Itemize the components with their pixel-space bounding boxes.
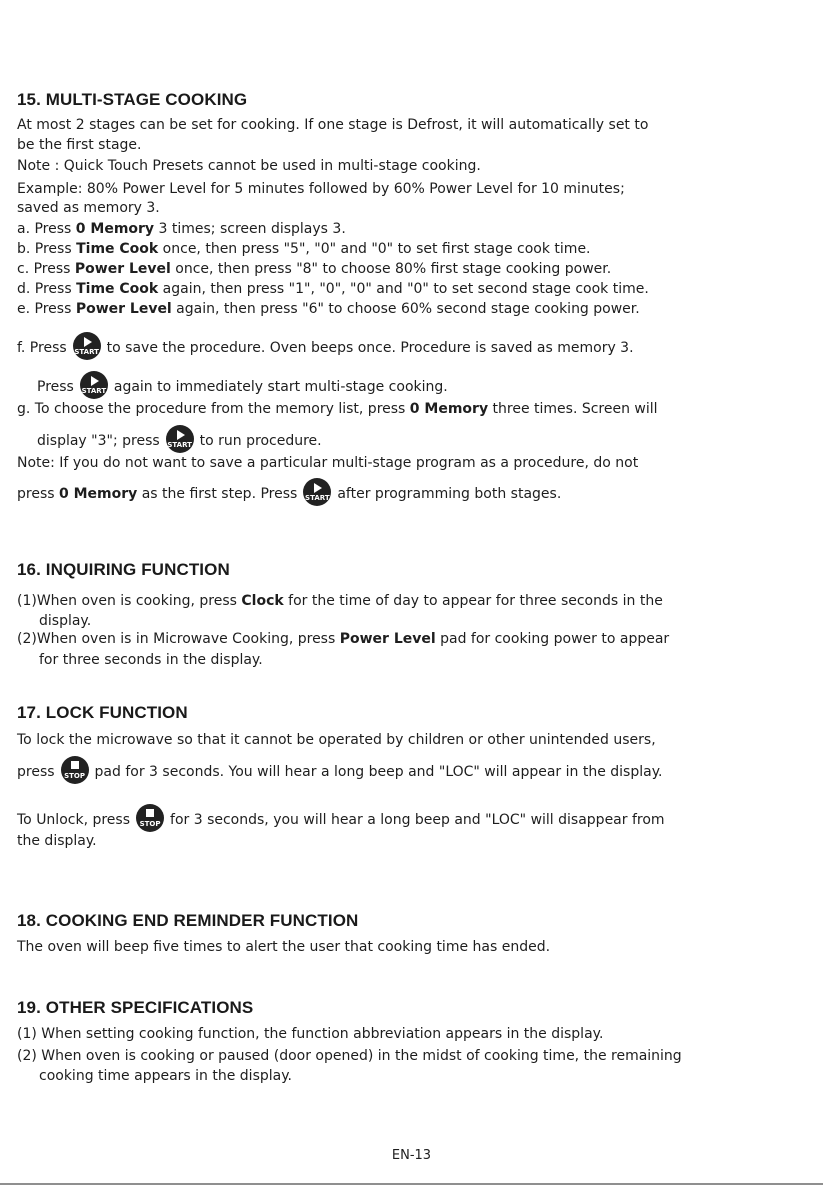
step-b [17,240,591,258]
s17-line-3 [17,806,665,834]
s16-l3-post: pad for cooking power to appear [435,631,670,647]
s17-l3-post: for 3 seconds, you will hear a long beep and "LOC" will disappear from [170,812,665,828]
start-button-image [73,332,101,360]
note-key: 0 Memory [59,486,138,502]
s16-line-2: display. [39,613,92,629]
s17-l3-pre: To Unlock, press [17,812,131,828]
s16-l1-key: Clock [241,593,284,609]
section-19-title: 19. OTHER SPECIFICATIONS [17,998,254,1017]
note-post: after programming both stages. [337,486,562,502]
s16-l3-key: Power Level [339,631,436,647]
step-b-pre: b. Press [17,241,77,257]
s16-l1-post: for the time of day to appear for three seconds in the [283,593,663,609]
step-a [17,220,346,238]
step-f2-pre: Press [37,379,74,395]
step-g-pre: g. To choose the procedure from the memory list, press [17,401,410,417]
step-a-post: 3 times; screen displays 3. [154,221,346,237]
step-c-post: once, then press "8" to choose 80% first stage cooking power. [170,261,612,277]
start-button-label: START [74,348,99,356]
s15-note-2: Note: If you do not want to save a particular multi-stage program as a procedure, do not [17,455,639,471]
section-15-title: 15. MULTI-STAGE COOKING [17,90,248,109]
s15-note: Note : Quick Touch Presets cannot be used in multi-stage cooking. [17,158,481,174]
s18-line-1: The oven will beep five times to alert the user that cooking time has ended. [17,939,551,955]
s15-note-2b [17,480,561,508]
step-f-2 [37,373,448,401]
s15-line-2: be the first stage. [17,137,142,153]
step-g2-pre: display "3"; press [37,433,160,449]
s17-l2-pre: press [17,764,55,780]
step-g [17,400,658,418]
step-c [17,260,611,278]
s16-l3-pre: (2)When oven is in Microwave Cooking, press [17,631,340,647]
step-g-post: three times. Screen will [488,401,658,417]
note-mid: as the first step. Press [137,486,298,502]
step-c-pre: c. Press [17,261,75,277]
step-a-key: 0 Memory [75,221,155,237]
step-e-post: again, then press "6" to choose 60% second stage cooking power. [171,301,640,317]
step-g-key: 0 Memory [409,401,489,417]
s16-line-3 [17,630,669,648]
stop-button-label: STOP [139,820,161,828]
step-d-post: again, then press "1", "0", "0" and "0" to set second stage cook time. [158,281,649,297]
s17-l2-post: pad for 3 seconds. You will hear a long beep and "LOC" will appear in the display. [94,764,663,780]
step-e-pre: e. Press [17,301,76,317]
step-c-key: Power Level [74,261,171,277]
stop-button-image [136,804,164,832]
step-d-key: Time Cook [76,281,159,297]
s15-example-2: saved as memory 3. [17,200,160,216]
s16-l1-pre: (1)When oven is cooking, press [17,593,242,609]
step-b-key: Time Cook [76,241,159,257]
step-f [17,334,634,362]
step-g-2 [37,427,322,455]
page-number: EN-13 [391,1148,432,1163]
section-17-title: 17. LOCK FUNCTION [17,703,188,722]
s19-line-3: cooking time appears in the display. [39,1068,292,1084]
start-button-image [80,371,108,399]
start-button-image [303,478,331,506]
start-button-label: START [81,387,107,395]
page-edge-divider [0,1183,823,1185]
s19-line-1: (1) When setting cooking function, the function abbreviation appears in the display. [17,1026,604,1042]
s16-line-1 [17,592,663,610]
s16-line-4: for three seconds in the display. [39,652,263,668]
stop-button-image [61,756,89,784]
start-button-image [166,425,194,453]
s17-line-1: To lock the microwave so that it cannot be operated by children or other unintended users, [17,732,656,748]
s17-line-2 [17,758,662,786]
start-button-label: START [167,441,192,449]
stop-button-label: STOP [64,772,85,780]
step-f-post: to save the procedure. Oven beeps once. Procedure is saved as memory 3. [106,340,634,356]
step-f2-post: again to immediately start multi-stage cooking. [113,379,448,395]
step-f-pre: f. Press [17,340,67,356]
s19-line-2: (2) When oven is cooking or paused (door opened) in the midst of cooking time, the remaining [17,1048,682,1064]
s15-example: Example: 80% Power Level for 5 minutes followed by 60% Power Level for 10 minutes; [17,181,625,197]
step-g2-post: to run procedure. [199,433,322,449]
step-d [17,280,649,298]
step-e-key: Power Level [75,301,172,317]
step-e [17,300,640,318]
start-button-label: START [305,494,330,502]
step-b-post: once, then press "5", "0" and "0" to set first stage cook time. [158,241,591,257]
note-pre: press [17,486,59,502]
section-18-title: 18. COOKING END REMINDER FUNCTION [17,911,359,930]
step-d-pre: d. Press [17,281,77,297]
s17-line-4: the display. [17,833,97,849]
section-16-title: 16. INQUIRING FUNCTION [17,560,230,579]
s15-line-1: At most 2 stages can be set for cooking. If one stage is Defrost, it will automatically set to [17,117,649,133]
step-a-pre: a. Press [17,221,76,237]
